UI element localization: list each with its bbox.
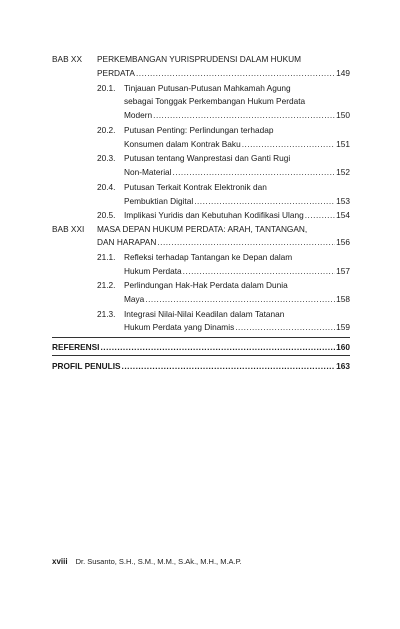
toc-entry[interactable] [52,361,350,372]
page-ref: 159 [336,322,350,332]
page-ref: 163 [336,361,350,371]
page-footer [52,557,242,567]
toc-entry[interactable] [52,342,350,353]
dot-leader [153,110,335,121]
section-title: Refleksi terhadap Tantangan ke Depan dalam [124,252,293,262]
section-title: Putusan tentang Wanprestasi dan Ganti Rugi [124,153,291,163]
chapter-title: PERKEMBANGAN YURISPRUDENSI DALAM HUKUM [97,54,302,64]
footer-author: Dr. Susanto, S.H., S.M., M.M., S.Ak., M.H., M.A.P. [75,557,242,566]
section-title: Putusan Terkait Kontrak Elektronik dan [124,182,267,192]
separator-line [52,355,350,356]
page-ref: 156 [336,237,350,247]
separator-line [52,337,350,338]
section-title: Tinjauan Putusan-Putusan Mahkamah Agung [124,83,291,93]
page-ref: 158 [336,294,350,304]
page-ref: 149 [336,68,350,78]
section-number: 20.1. [97,83,116,93]
dot-leader [122,361,336,372]
section-title: Perlindungan Hak-Hak Perdata dalam Dunia [124,280,288,290]
page-ref: 151 [336,139,350,149]
section-title: Implikasi Yuridis dan Kebutuhan Kodifikasi Ulang [124,210,304,220]
section-number: 20.2. [97,125,116,135]
section-title: Integrasi Nilai-Nilai Keadilan dalam Tatanan [124,309,285,319]
chapter-title: MASA DEPAN HUKUM PERDATA: ARAH, TANTANGAN, [97,224,308,234]
section-title: Pembuktian Digital [124,196,194,206]
dot-leader [157,237,335,248]
page-ref: 152 [336,167,350,177]
section-number: 20.4. [97,182,116,192]
section-title: Hukum Perdata [124,266,182,276]
chapter-title-cont: PERDATA [97,68,135,78]
dot-leader [145,294,335,305]
page-ref: 157 [336,266,350,276]
references-label: REFERENSI [52,342,100,352]
section-number: 21.1. [97,252,116,262]
section-number: 20.3. [97,153,116,163]
toc-entry[interactable] [124,196,350,207]
chapter-label: BAB XXI [52,224,85,234]
dot-leader [183,266,336,277]
section-title: Putusan Penting: Perlindungan terhadap [124,125,274,135]
section-title: Non-Material [124,167,172,177]
dot-leader [100,342,335,353]
dot-leader [136,68,335,79]
section-title: Modern [124,110,153,120]
page-ref: 153 [336,196,350,206]
toc-entry[interactable] [97,237,350,248]
dot-leader [194,196,335,207]
page-ref: 154 [336,210,350,220]
chapter-label: BAB XX [52,54,82,64]
author-profile-label: PROFIL PENULIS [52,361,121,371]
dot-leader [173,167,336,178]
section-number: 21.3. [97,309,116,319]
dot-leader [242,139,335,150]
toc-entry[interactable] [97,68,350,79]
toc-entry[interactable] [124,167,350,178]
page-ref: 160 [336,342,350,352]
toc-entry[interactable] [124,294,350,305]
toc-entry[interactable] [124,322,350,333]
toc-entry[interactable] [124,266,350,277]
chapter-title-cont: DAN HARAPAN [97,237,157,247]
section-number: 20.5. [97,210,116,220]
section-title: Maya [124,294,145,304]
toc-entry[interactable] [124,139,350,150]
dot-leader [305,210,335,221]
section-title: sebagai Tonggak Perkembangan Hukum Perdata [124,96,306,106]
dot-leader [235,322,335,333]
section-number: 21.2. [97,280,116,290]
toc-entry[interactable] [124,210,350,221]
section-title: Konsumen dalam Kontrak Baku [124,139,241,149]
page-number: xviii [52,557,68,566]
page-ref: 150 [336,110,350,120]
section-title: Hukum Perdata yang Dinamis [124,322,235,332]
toc-entry[interactable] [124,110,350,121]
